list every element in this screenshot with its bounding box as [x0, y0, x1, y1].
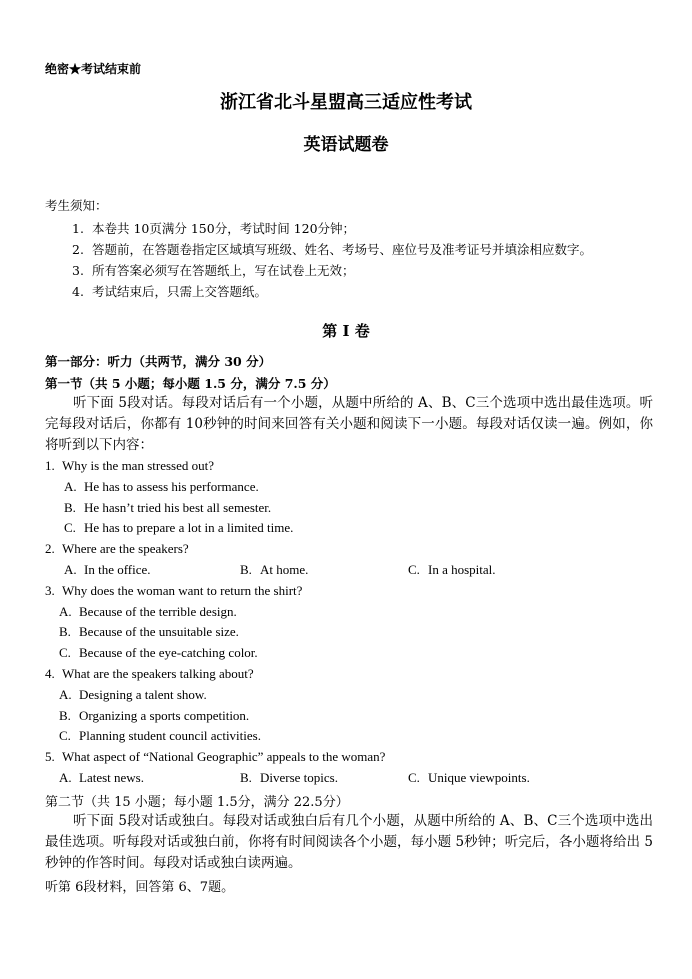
notice-heading: 考生须知：: [45, 198, 108, 213]
part1-title: 第一部分：听力（共两节，满分 30 分）: [45, 354, 272, 369]
volume-title: 第 I 卷: [322, 322, 370, 340]
section1-title: 第一节（共 5 小题；每小题 1.5 分，满分 7.5 分）: [45, 376, 336, 391]
question-3: 3. Why does the woman want to return the shirt?: [45, 583, 303, 598]
option-4b: B. Organizing a sports competition.: [59, 708, 250, 723]
option-5b: B. Diverse topics.: [240, 770, 338, 785]
option-2a: A. In the office.: [64, 562, 151, 577]
paper-title: 英语试题卷: [303, 135, 389, 155]
notice-item: 2. 答题前，在答题卷指定区域填写班级、姓名、考场号、座位号及准考证号并填涂相应数字。: [72, 242, 593, 257]
question-2: 2. Where are the speakers?: [45, 541, 189, 556]
option-2c: C. In a hospital.: [408, 562, 496, 577]
question-4: 4. What are the speakers talking about?: [45, 666, 254, 681]
exam-title: 浙江省北斗星盟高三适应性考试: [220, 92, 472, 113]
notice-item: 4. 考试结束后，只需上交答题纸。: [72, 284, 268, 299]
section2-title: 第二节（共 15 小题；每小题 1.5分，满分 22.5分）: [45, 795, 349, 810]
option-1a: A. He has to assess his performance.: [64, 479, 259, 494]
confidential-mark: 绝密★考试结束前: [45, 62, 142, 76]
option-3b: B. Because of the unsuitable size.: [59, 624, 239, 639]
option-1b: B. He hasn’t tried his best all semester.: [64, 500, 272, 515]
option-3c: C. Because of the eye-catching color.: [59, 645, 258, 660]
notice-item: 3. 所有答案必须写在答题纸上，写在试卷上无效；: [72, 263, 355, 278]
question-5: 5. What aspect of “National Geographic” appeals to the woman?: [45, 749, 386, 764]
option-1c: C. He has to prepare a lot in a limited time.: [64, 520, 294, 535]
option-3a: A. Because of the terrible design.: [59, 604, 237, 619]
option-2b: B. At home.: [240, 562, 309, 577]
section1-instructions: 听下面 5段对话。每段对话后有一个小题，从题中所给的 A、B、C三个选项中选出最佳选项。听完每段对话后，你都有 10秒钟的时间来回答有关小题和阅读下一小题。每段对话仅读一遍。例如，你将听到以下内容：: [45, 395, 653, 453]
option-5c: C. Unique viewpoints.: [408, 770, 530, 785]
option-4c: C. Planning student council activities.: [59, 728, 261, 743]
option-5a: A. Latest news.: [59, 770, 144, 785]
notice-item: 1. 本卷共 10页满分 150分，考试时间 120分钟；: [72, 221, 356, 236]
section2-instructions: 听下面 5段对话或独白。每段对话或独白后有几个小题，从题中所给的 A、B、C三个选项中选出最佳选项。听每段对话或独白前，你将有时间阅读各个小题，每小题 5秒钟；听完后，各小题将给出 5秒钟的作答时间。每段对话或独白读两遍。: [45, 813, 653, 871]
question-1: 1. Why is the man stressed out?: [45, 458, 214, 473]
material-note: 听第 6段材料，回答第 6、7题。: [45, 880, 235, 895]
option-4a: A. Designing a talent show.: [59, 687, 207, 702]
